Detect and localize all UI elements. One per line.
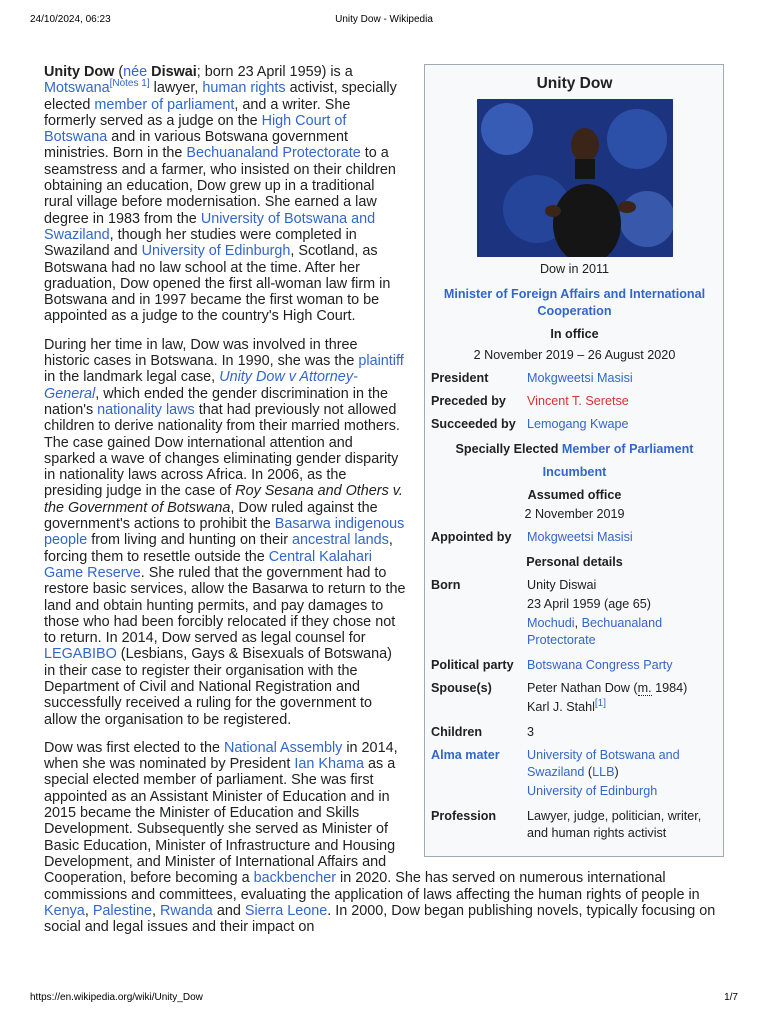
row-profession (431, 808, 718, 842)
p1-text-7: and in various Botswana government ministries. Born in the (44, 129, 348, 162)
motswana-link[interactable]: Motswana (44, 80, 110, 97)
alma-mater-label[interactable] (431, 747, 527, 802)
profession-value: Lawyer, judge, politician, writer, and human rights activist (527, 809, 702, 840)
alma-ubs-link[interactable]: University of Botswana and Swaziland (527, 748, 680, 779)
high-court-link[interactable]: High Court of Botswana (44, 112, 347, 146)
p3-text-4: in 2020. She has served on numerous international commissions and committees, evaluating the application of laws affecting the human rights of people in (44, 870, 700, 903)
born-place (527, 615, 718, 649)
p1-text-6: , and a writer. She formerly served as a judge on the (44, 96, 351, 129)
in-office-label: In office (550, 327, 599, 341)
edinburgh-link[interactable]: University of Edinburgh (141, 243, 291, 260)
row-children (431, 724, 718, 741)
row-preceded (431, 393, 718, 410)
row-born (431, 577, 718, 651)
maiden-name: Diswai (151, 64, 197, 80)
incumbent-link[interactable]: Incumbent (542, 465, 607, 479)
kenya-link[interactable]: Kenya (44, 902, 85, 919)
print-title: Unity Dow - Wikipedia (335, 14, 433, 25)
palestine-link[interactable]: Palestine (92, 902, 153, 919)
human-rights-link[interactable]: human rights (202, 80, 286, 97)
case-link[interactable]: Unity Dow v Attorney-General (44, 369, 358, 402)
p1-text-3: ; born 23 April 1959) is a (196, 64, 353, 80)
nationality-laws-link[interactable]: nationality laws (97, 401, 195, 418)
children-value: 3 (527, 725, 535, 739)
born-place-mochudi-link[interactable]: Mochudi (527, 616, 575, 630)
spouse-1-year: 1984) (651, 681, 688, 695)
married-abbr: m. (637, 681, 652, 695)
print-footer (30, 992, 738, 1006)
appointed-link[interactable]: Mokgweetsi Masisi (527, 530, 633, 544)
article-subject: Unity Dow (44, 64, 115, 80)
office-title[interactable] (431, 286, 718, 320)
spouse-1 (527, 680, 718, 697)
alma-edinburgh-link[interactable]: University of Edinburgh (527, 784, 658, 798)
p1-text-4: lawyer, (149, 80, 203, 97)
preceded-link[interactable]: Vincent T. Seretse (527, 394, 629, 408)
born-name: Unity Diswai (527, 578, 597, 592)
plaintiff-link[interactable]: plaintiff (358, 353, 404, 370)
personal-details: Personal details (526, 555, 623, 569)
profession-label: Profession (431, 809, 497, 823)
infobox (424, 64, 724, 857)
article-content (44, 64, 724, 947)
p2-text-7: , forcing them to resettle outside the (44, 532, 393, 565)
appointed-label: Appointed by (431, 530, 512, 544)
p1-text-9: , though her studies were completed in Swaziland and (44, 226, 357, 260)
sierra-leone-link[interactable]: Sierra Leone (244, 902, 328, 919)
party-label: Political party (431, 658, 514, 672)
born-place-separator: , (574, 616, 582, 630)
portrait-image[interactable] (477, 99, 673, 257)
specially-elected (431, 441, 718, 458)
p3-text-5: , (84, 902, 93, 919)
incumbent[interactable] (431, 464, 718, 481)
nee-link[interactable]: née (123, 64, 148, 80)
p2-text-6: from living and hunting on their (87, 532, 293, 549)
alma-mater-link[interactable]: Alma mater (431, 748, 500, 762)
p2-text-2: in the landmark legal case, (44, 369, 220, 386)
p2-text-4: that had previously not allowed children to derive nationality from their married mothers. The case gained Dow international attention and sparked a wave of changes eliminating gender disparity in nationality laws across Africa. In 2006, as the presiding judge in the case of (44, 401, 400, 500)
spouse-1-name: Peter Nathan Dow ( (527, 681, 638, 695)
spouse-2 (527, 699, 718, 716)
member-of-parliament-text-link[interactable]: member of parliament (94, 96, 235, 113)
p2-text-5: , Dow ruled against the government's actions to prohibit the (44, 499, 378, 533)
national-assembly-link[interactable]: National Assembly (223, 739, 343, 756)
p3-text-3: as a special elected member of parliament. She was first appointed as an Assistant Minister of Education and in 2015 became the Minister of Education and Skills Development. Subsequently she served as Minister of Basic Education, Minister of Infrastructure and Housing Development, and Minister of International Affairs and Cooperation, before becoming a (44, 756, 396, 887)
ubs-link[interactable]: University of Botswana and Swaziland (44, 210, 376, 243)
p1-text-8: to a seamstress and a farmer, who insisted on their children obtaining an education, Dow grew up in a traditional rural village before modernisation. She earned a law degree in 1983 from the (44, 145, 396, 227)
office-title-link[interactable]: Minister of Foreign Affairs and International Cooperation (443, 287, 706, 318)
ckgr-link[interactable]: Central Kalahari Game Reserve (44, 548, 372, 581)
row-succeeded (431, 416, 718, 433)
p2-text-3: , which ended the gender discrimination in the nation's (44, 385, 388, 418)
assumed-office-label: Assumed office (527, 488, 622, 502)
spouse-label: Spouse(s) (431, 681, 492, 695)
children-label: Children (431, 725, 483, 739)
specially-elected-prefix: Specially Elected (455, 442, 559, 456)
born-date: 23 April 1959 (age 65) (527, 597, 651, 611)
p3-text-7: and (212, 902, 245, 919)
print-url: https://en.wikipedia.org/wiki/Unity_Dow (30, 992, 203, 1003)
preceded-label: Preceded by (431, 394, 506, 408)
alma-1-open: ( (584, 765, 593, 779)
ian-khama-link[interactable]: Ian Khama (294, 756, 364, 773)
succeeded-label: Succeeded by (431, 417, 516, 431)
legabibo-link[interactable]: LEGABIBO (44, 646, 117, 663)
note-link[interactable]: [Notes 1] (109, 78, 150, 90)
president-label: President (431, 371, 489, 385)
member-of-parliament-link[interactable]: Member of Parliament (561, 442, 694, 456)
print-date: 24/10/2024, 06:23 (30, 14, 111, 25)
row-alma-mater (431, 747, 718, 802)
alma-1 (527, 747, 718, 781)
succeeded-link[interactable]: Lemogang Kwape (527, 417, 629, 431)
backbencher-link[interactable]: backbencher (253, 870, 337, 887)
basarwa-link[interactable]: Basarwa indigenous people (44, 516, 405, 549)
case-sesana: Roy Sesana and Others v. the Government of Botswana (44, 483, 403, 516)
p3-text-8: . In 2000, Dow began publishing novels, typically focusing on social and legal issues and their impact on (44, 902, 716, 936)
print-header (30, 14, 738, 28)
bechuanaland-link[interactable]: Bechuanaland Protectorate (186, 145, 361, 162)
print-page-number: 1/7 (724, 992, 738, 1003)
p2-text-8: . She ruled that the government had to restore basic services, allow the Basarwa to return to the land and obtain hunting permits, and pay damages to those who had been forcibly relocated if they chose not to return. In 2014, Dow served as legal counsel for (44, 564, 406, 647)
alma-2 (527, 783, 718, 800)
image-caption: Dow in 2011 (539, 262, 610, 276)
p3-text-6: , (152, 902, 161, 919)
infobox-title: Unity Dow (536, 75, 613, 92)
p3-text-1: Dow was first elected to the (44, 739, 224, 756)
born-place-bechuanaland-link[interactable]: Bechuanaland Protectorate (527, 616, 663, 647)
assumed-office-date: 2 November 2019 (524, 507, 625, 521)
spouse-2-name: Karl J. Stahl (527, 700, 595, 714)
p2-text-9: (Lesbians, Gays & Bisexuals of Botswana) in their case to register their organisation with the Department of Civil and National Registration and successfully received a ruling for the government to allow the organisation to be registered. (44, 646, 392, 728)
rwanda-link[interactable]: Rwanda (160, 902, 213, 919)
p3-text-2: in 2014, when she was nominated by President (44, 739, 398, 773)
born-label: Born (431, 578, 461, 592)
p1-text-1: ( (114, 64, 124, 80)
ancestral-lands-link[interactable]: ancestral lands (292, 532, 389, 549)
alma-1-close: ) (614, 765, 619, 779)
in-office-dates: 2 November 2019 – 26 August 2020 (473, 348, 676, 362)
p1-text-5: activist, specially elected (44, 80, 397, 113)
president-link[interactable]: Mokgweetsi Masisi (527, 371, 633, 385)
row-party (431, 657, 718, 674)
row-president (431, 370, 718, 387)
row-appointed (431, 529, 718, 546)
llb-link[interactable]: LLB (592, 765, 615, 779)
p1-text-10: , Scotland, as Botswana had no law school at the time. After her graduation, Dow opened the first all-woman law firm in Botswana and in 1997 became the first woman to be appointed as a judge to the country's High Court. (44, 243, 391, 325)
p2-text-1: During her time in law, Dow was involved in three historic cases in Botswana. In 1990, she was the (44, 336, 359, 370)
row-spouse (431, 680, 718, 718)
spouse-ref-link[interactable]: [1] (594, 697, 607, 709)
party-link[interactable]: Botswana Congress Party (527, 658, 673, 672)
